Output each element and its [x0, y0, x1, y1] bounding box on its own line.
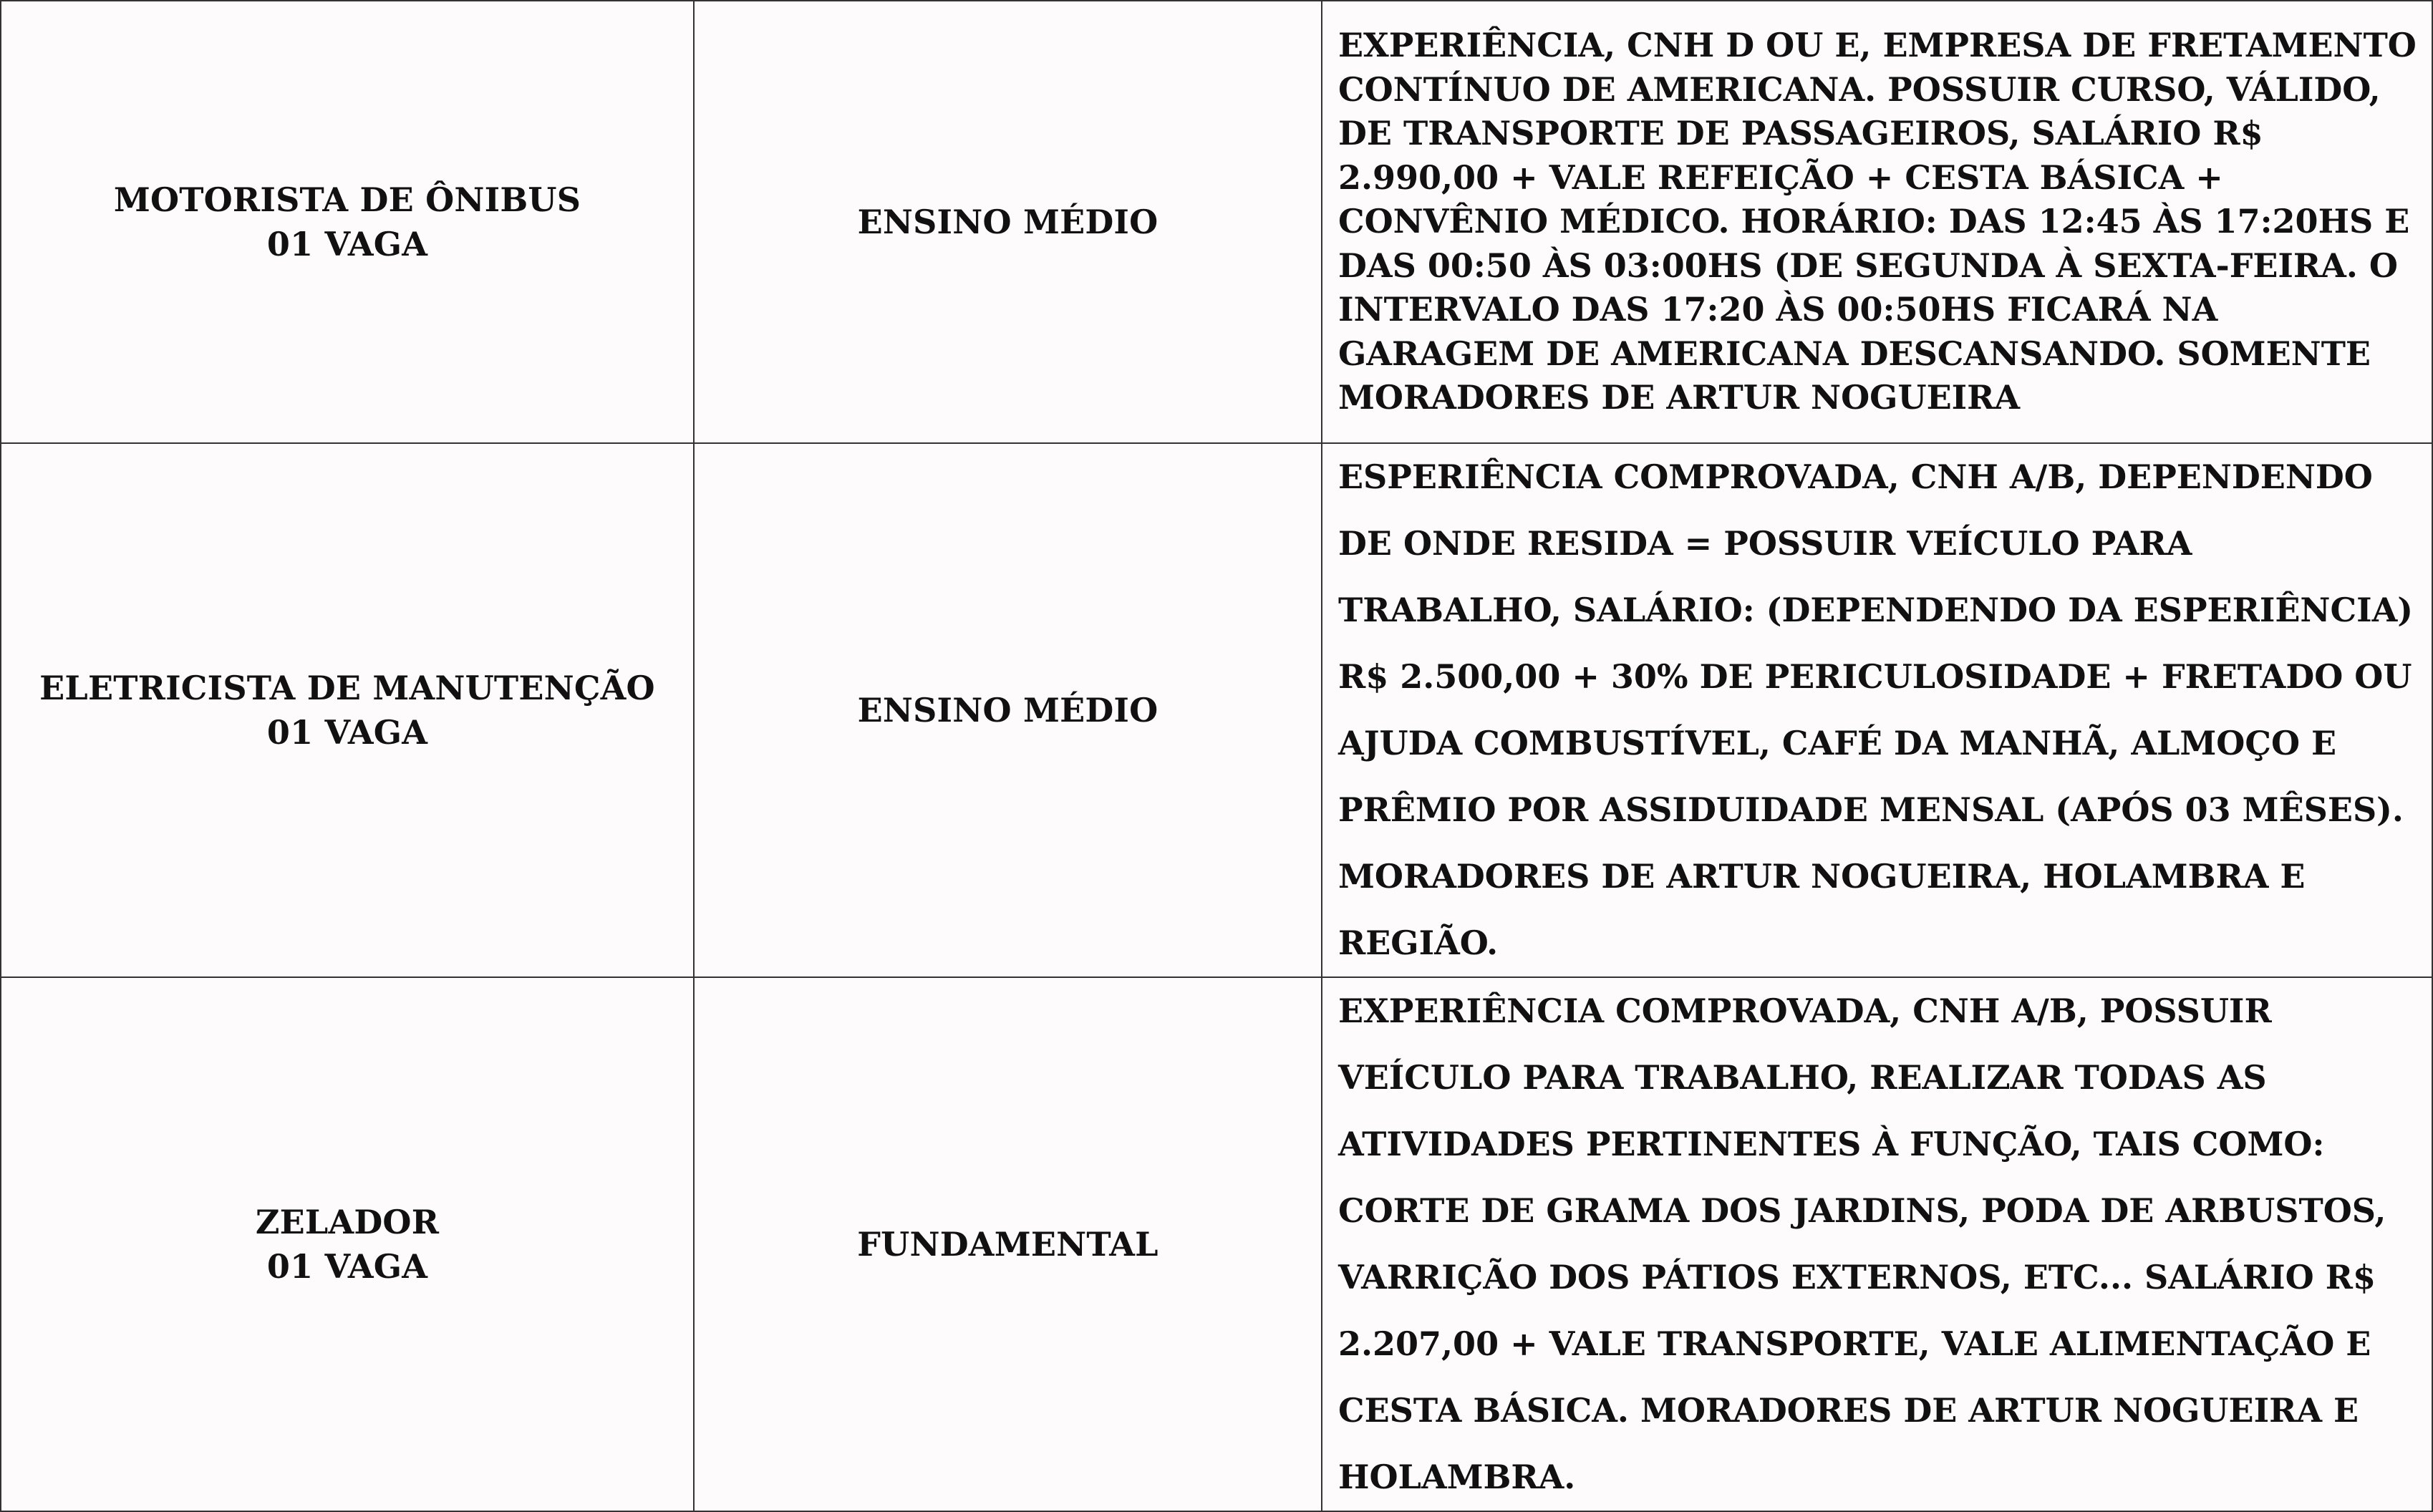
job-description: ESPERIÊNCIA COMPROVADA, CNH A/B, DEPENDENDO DE ONDE RESIDA = POSSUIR VEÍCULO PARA TRABALHO, SALÁRIO: (DEPENDENDO DA ESPERIÊNCIA) R$ 2.500,00 + 30% DE PERICULOSIDADE + FRETADO OU AJUDA COMBUSTÍVEL, CAFÉ DA MANHÃ, ALMOÇO E PRÊMIO POR ASSIDUIDADE MENSAL (APÓS 03 MÊSES). MORADORES DE ARTUR NOGUEIRA, HOLAMBRA E REGIÃO. — [1338, 457, 2414, 962]
job-row-janitor — [1, 977, 2432, 1511]
job-description-cell — [1322, 977, 2432, 1511]
job-row-electrician — [1, 443, 2432, 977]
job-education: ENSINO MÉDIO — [694, 1, 1322, 443]
job-vacancies: 01 VAGA — [266, 1247, 428, 1286]
job-description-cell — [1322, 1, 2432, 443]
job-row-bus-driver — [1, 1, 2432, 443]
job-vacancies: 01 VAGA — [266, 225, 428, 263]
job-description: EXPERIÊNCIA, CNH D OU E, EMPRESA DE FRETAMENTO CONTÍNUO DE AMERICANA. POSSUIR CURSO, VÁLIDO, DE TRANSPORTE DE PASSAGEIROS, SALÁRIO R$ 2.990,00 + VALE REFEIÇÃO + CESTA BÁSICA + CONVÊNIO MÉDICO. HORÁRIO: DAS 12:45 ÀS 17:20HS E DAS 00:50 ÀS 03:00HS (DE SEGUNDA À SEXTA-FEIRA. O INTERVALO DAS 17:20 ÀS 00:50HS FICARÁ NA GARAGEM DE AMERICANA DESCANSANDO. SOMENTE MORADORES DE ARTUR NOGUEIRA — [1338, 26, 2417, 417]
job-education: ENSINO MÉDIO — [694, 443, 1322, 977]
job-description: EXPERIÊNCIA COMPROVADA, CNH A/B, POSSUIR VEÍCULO PARA TRABALHO, REALIZAR TODAS AS ATIVIDADES PERTINENTES À FUNÇÃO, TAIS COMO: CORTE DE GRAMA DOS JARDINS, PODA DE ARBUSTOS, VARRIÇÃO DOS PÁTIOS EXTERNOS, ETC... SALÁRIO R$ 2.207,00 + VALE TRANSPORTE, VALE ALIMENTAÇÃO E CESTA BÁSICA. MORADORES DE ARTUR NOGUEIRA E HOLAMBRA. — [1338, 992, 2386, 1496]
job-title-cell — [1, 443, 694, 977]
job-description-cell — [1322, 443, 2432, 977]
job-title: ZELADOR — [255, 1203, 440, 1241]
job-title: ELETRICISTA DE MANUTENÇÃO — [39, 669, 655, 707]
job-title-cell — [1, 1, 694, 443]
job-title: MOTORISTA DE ÔNIBUS — [113, 180, 581, 219]
job-vacancies: 01 VAGA — [266, 713, 428, 752]
job-title-cell — [1, 977, 694, 1511]
job-education: FUNDAMENTAL — [694, 977, 1322, 1511]
